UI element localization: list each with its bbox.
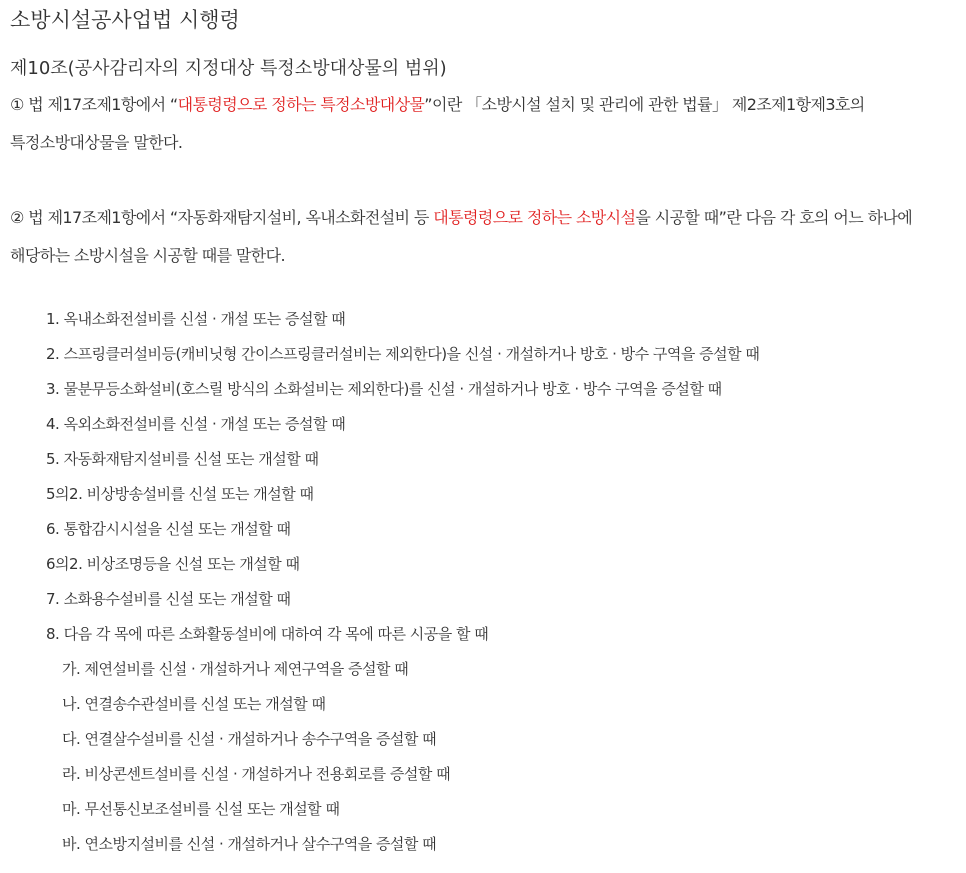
- sub-list-item: 나. 연결송수관설비를 신설 또는 개설할 때: [62, 695, 326, 713]
- list-item: 4. 옥외소화전설비를 신설 · 개설 또는 증설할 때: [46, 415, 346, 433]
- paragraph-2-prefix: ② 법 제17조제1항에서 “자동화재탐지설비, 옥내소화전설비 등: [10, 208, 434, 227]
- paragraph-1-highlight: 대통령령으로 정하는 특정소방대상물: [177, 95, 425, 114]
- list-item: 6. 통합감시시설을 신설 또는 개설할 때: [46, 520, 291, 538]
- list-item: 6의2. 비상조명등을 신설 또는 개설할 때: [46, 555, 300, 573]
- list-item: 7. 소화용수설비를 신설 또는 개설할 때: [46, 590, 291, 608]
- paragraph-2-suffix: 을 시공할 때”란 다음 각 호의 어느 하나에 해당하는 소방시설을 시공할 때를 말한다.: [10, 208, 913, 265]
- paragraph-2: [10, 199, 958, 275]
- sub-list-item: 가. 제연설비를 신설 · 개설하거나 제연구역을 증설할 때: [62, 660, 409, 678]
- paragraph-1: [10, 86, 958, 162]
- paragraph-1-prefix: ① 법 제17조제1항에서 “: [10, 95, 178, 114]
- list-item: 5의2. 비상방송설비를 신설 또는 개설할 때: [46, 485, 314, 503]
- sub-list-item: 다. 연결살수설비를 신설 · 개설하거나 송수구역을 증설할 때: [62, 730, 437, 748]
- article-title: 제10조(공사감리자의 지정대상 특정소방대상물의 범위): [10, 58, 447, 79]
- sub-list-item: 라. 비상콘센트설비를 신설 · 개설하거나 전용회로를 증설할 때: [62, 765, 451, 783]
- paragraph-2-highlight: 대통령령으로 정하는 소방시설: [433, 208, 636, 227]
- facility-list: [10, 302, 958, 862]
- document-title: 소방시설공사업법 시행령: [10, 8, 240, 32]
- list-item: 2. 스프링클러설비등(캐비닛형 간이스프링클러설비는 제외한다)을 신설 · 개설하거나 방호 · 방수 구역을 증설할 때: [46, 345, 760, 363]
- sub-list-item: 바. 연소방지설비를 신설 · 개설하거나 살수구역을 증설할 때: [62, 835, 437, 853]
- sub-list-item: 마. 무선통신보조설비를 신설 또는 개설할 때: [62, 800, 340, 818]
- list-item: 1. 옥내소화전설비를 신설 · 개설 또는 증설할 때: [46, 310, 346, 328]
- list-item: 3. 물분무등소화설비(호스릴 방식의 소화설비는 제외한다)를 신설 · 개설하거나 방호 · 방수 구역을 증설할 때: [46, 380, 722, 398]
- paragraph-1-suffix: ”이란 「소방시설 설치 및 관리에 관한 법률」 제2조제1항제3호의 특정소방대상물을 말한다.: [10, 95, 865, 152]
- list-item: 5. 자동화재탐지설비를 신설 또는 개설할 때: [46, 450, 319, 468]
- list-item: 8. 다음 각 목에 따른 소화활동설비에 대하여 각 목에 따른 시공을 할 때: [46, 625, 489, 643]
